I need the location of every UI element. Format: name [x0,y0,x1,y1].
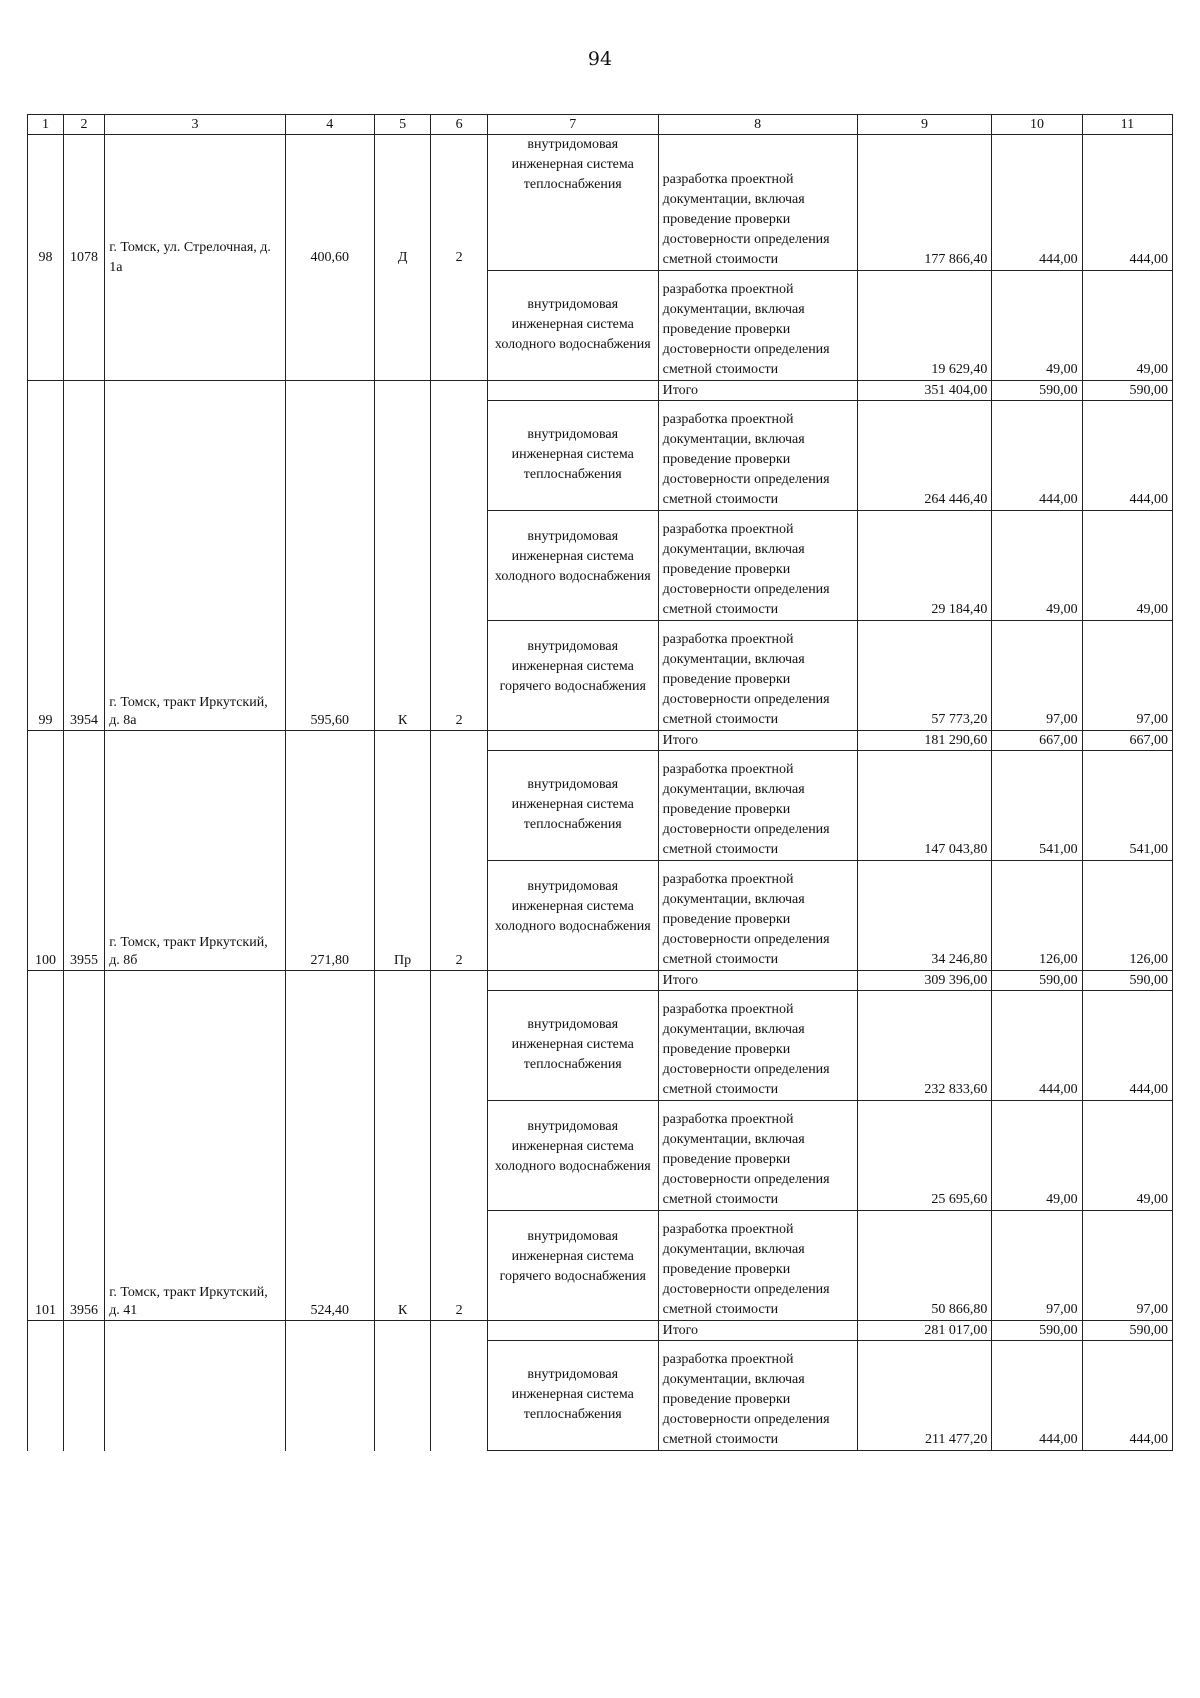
col10-value: 97,00 [992,621,1082,731]
column-header: 4 [285,115,374,135]
building-code: 3955 [63,731,104,971]
work-description: разработка проектной документации, включая проведение проверки достоверности определения сметной стоимости [658,751,857,861]
col10-value: 444,00 [992,135,1082,271]
building-type: Д [374,135,431,381]
total-label: Итого [658,731,857,751]
column-header: 5 [374,115,431,135]
empty-cell [487,1321,658,1341]
row-number: 100 [28,731,64,971]
col10-value: 126,00 [992,861,1082,971]
column-header: 2 [63,115,104,135]
total-row [28,1321,1173,1341]
col10-value: 49,00 [992,1101,1082,1211]
total-col11: 590,00 [1082,1321,1172,1341]
building-type: К [374,971,431,1321]
total-row [28,971,1173,991]
column-header: 6 [431,115,488,135]
col11-value: 444,00 [1082,991,1172,1101]
area: 595,60 [285,381,374,731]
system-name: внутридомовая инженерная система холодного водоснабжения [487,271,658,381]
address: г. Томск, тракт Иркутский, д. 8б [105,731,286,971]
work-description: разработка проектной документации, включая проведение проверки достоверности определения сметной стоимости [658,135,857,271]
cost: 25 695,60 [857,1101,992,1211]
work-description: разработка проектной документации, включая проведение проверки достоверности определения сметной стоимости [658,1211,857,1321]
col10-value: 444,00 [992,1341,1082,1451]
column-header: 11 [1082,115,1172,135]
building-code: 3954 [63,381,104,731]
area: 271,80 [285,731,374,971]
total-col10: 590,00 [992,971,1082,991]
cost: 232 833,60 [857,991,992,1101]
cost: 264 446,40 [857,401,992,511]
building-type: К [374,381,431,731]
cost: 50 866,80 [857,1211,992,1321]
work-description: разработка проектной документации, включая проведение проверки достоверности определения сметной стоимости [658,511,857,621]
col6-value: 2 [431,135,488,381]
column-header: 10 [992,115,1082,135]
col6-value: 2 [431,971,488,1321]
system-name: внутридомовая инженерная система теплоснабжения [487,1341,658,1451]
row-number: 99 [28,381,64,731]
area: 524,40 [285,971,374,1321]
total-col11: 667,00 [1082,731,1172,751]
building-code: 3956 [63,971,104,1321]
total-col11: 590,00 [1082,381,1172,401]
col6-value [431,1321,488,1451]
cost: 29 184,40 [857,511,992,621]
total-row [28,381,1173,401]
total-cost: 309 396,00 [857,971,992,991]
col11-value: 49,00 [1082,511,1172,621]
system-name: внутридомовая инженерная система горячего водоснабжения [487,1211,658,1321]
col10-value: 49,00 [992,271,1082,381]
address [105,1321,286,1451]
address: г. Томск, тракт Иркутский, д. 8а [105,381,286,731]
table-row [28,135,1173,271]
col10-value: 49,00 [992,511,1082,621]
col11-value: 444,00 [1082,135,1172,271]
col11-value: 49,00 [1082,271,1172,381]
building-code [63,1321,104,1451]
cost: 211 477,20 [857,1341,992,1451]
system-name: внутридомовая инженерная система холодного водоснабжения [487,511,658,621]
work-description: разработка проектной документации, включая проведение проверки достоверности определения сметной стоимости [658,991,857,1101]
system-name: внутридомовая инженерная система холодного водоснабжения [487,1101,658,1211]
column-header: 1 [28,115,64,135]
col11-value: 444,00 [1082,401,1172,511]
col10-value: 444,00 [992,401,1082,511]
work-description: разработка проектной документации, включая проведение проверки достоверности определения сметной стоимости [658,861,857,971]
total-col11: 590,00 [1082,971,1172,991]
total-col10: 667,00 [992,731,1082,751]
empty-cell [487,971,658,991]
header-row [28,115,1173,135]
cost: 147 043,80 [857,751,992,861]
system-name: внутридомовая инженерная система теплоснабжения [487,751,658,861]
col10-value: 97,00 [992,1211,1082,1321]
col10-value: 444,00 [992,991,1082,1101]
area: 400,60 [285,135,374,381]
system-name: внутридомовая инженерная система теплоснабжения [487,135,658,271]
total-cost: 351 404,00 [857,381,992,401]
work-description: разработка проектной документации, включая проведение проверки достоверности определения сметной стоимости [658,271,857,381]
building-code: 1078 [63,135,104,381]
work-description: разработка проектной документации, включая проведение проверки достоверности определения сметной стоимости [658,621,857,731]
col11-value: 444,00 [1082,1341,1172,1451]
col11-value: 126,00 [1082,861,1172,971]
col11-value: 541,00 [1082,751,1172,861]
cost: 34 246,80 [857,861,992,971]
column-header: 8 [658,115,857,135]
total-row [28,731,1173,751]
column-header: 7 [487,115,658,135]
total-col10: 590,00 [992,1321,1082,1341]
col11-value: 97,00 [1082,621,1172,731]
row-number: 98 [28,135,64,381]
cost: 19 629,40 [857,271,992,381]
total-cost: 181 290,60 [857,731,992,751]
col11-value: 49,00 [1082,1101,1172,1211]
work-description: разработка проектной документации, включая проведение проверки достоверности определения сметной стоимости [658,401,857,511]
total-col10: 590,00 [992,381,1082,401]
capital-repair-table [27,114,1173,1451]
cost: 57 773,20 [857,621,992,731]
total-label: Итого [658,971,857,991]
total-label: Итого [658,1321,857,1341]
building-type [374,1321,431,1451]
column-header: 3 [105,115,286,135]
cost: 177 866,40 [857,135,992,271]
total-cost: 281 017,00 [857,1321,992,1341]
system-name: внутридомовая инженерная система холодного водоснабжения [487,861,658,971]
system-name: внутридомовая инженерная система теплоснабжения [487,991,658,1101]
area [285,1321,374,1451]
address: г. Томск, ул. Стрелочная, д. 1а [105,135,286,381]
work-description: разработка проектной документации, включая проведение проверки достоверности определения сметной стоимости [658,1101,857,1211]
col6-value: 2 [431,731,488,971]
col6-value: 2 [431,381,488,731]
empty-cell [487,381,658,401]
col11-value: 97,00 [1082,1211,1172,1321]
page-number: 94 [587,48,613,70]
row-number: 101 [28,971,64,1321]
empty-cell [487,731,658,751]
system-name: внутридомовая инженерная система теплоснабжения [487,401,658,511]
col10-value: 541,00 [992,751,1082,861]
row-number [28,1321,64,1451]
system-name: внутридомовая инженерная система горячего водоснабжения [487,621,658,731]
work-description: разработка проектной документации, включая проведение проверки достоверности определения сметной стоимости [658,1341,857,1451]
total-label: Итого [658,381,857,401]
building-type: Пр [374,731,431,971]
column-header: 9 [857,115,992,135]
address: г. Томск, тракт Иркутский, д. 41 [105,971,286,1321]
